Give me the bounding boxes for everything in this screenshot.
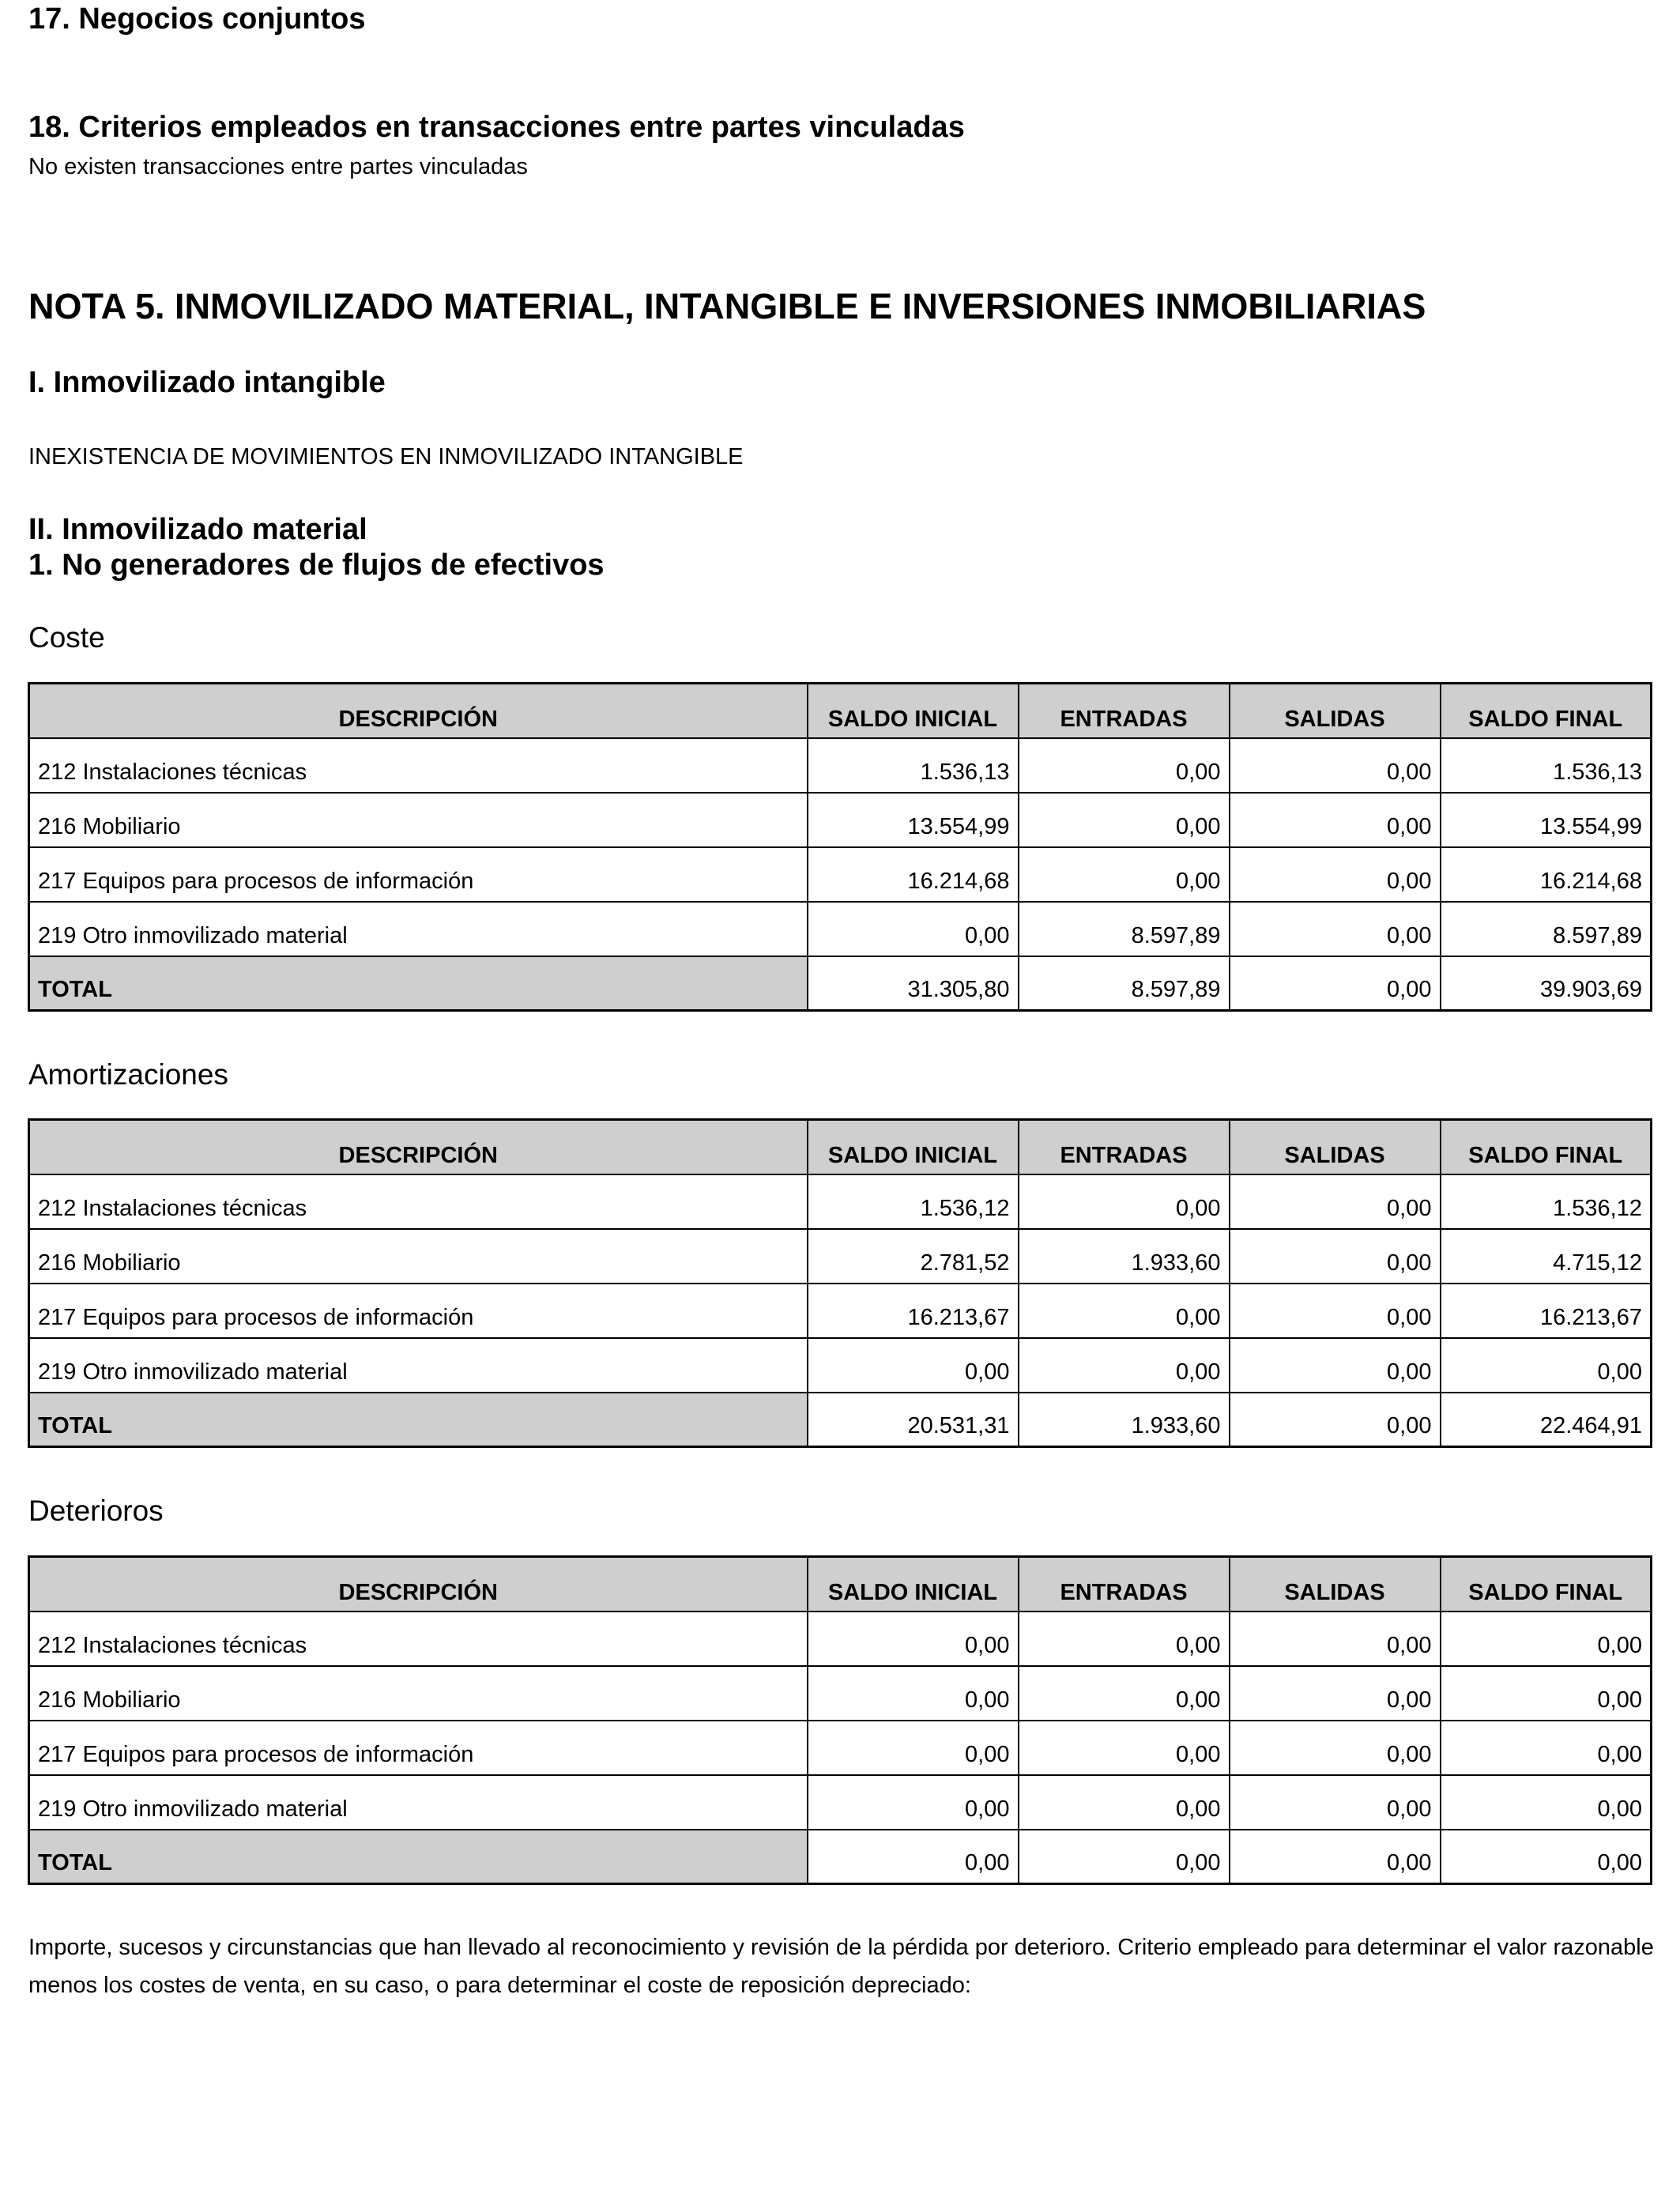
total-row: [29, 956, 1652, 1011]
total-saldo-inicial: 20.531,31: [808, 1393, 1019, 1447]
row-description: 212 Instalaciones técnicas: [29, 738, 808, 793]
intangible-title: I. Inmovilizado intangible: [28, 366, 386, 399]
saldo-final-value: 0,00: [1441, 1775, 1652, 1830]
row-description: 212 Instalaciones técnicas: [29, 1612, 808, 1666]
saldo-final-value: 4.715,12: [1441, 1229, 1652, 1284]
saldo-final-value: 0,00: [1441, 1666, 1652, 1721]
saldo-inicial-value: 0,00: [808, 1775, 1019, 1830]
salidas-value: 0,00: [1230, 1612, 1441, 1666]
row-description: 216 Mobiliario: [29, 1666, 808, 1721]
total-salidas: 0,00: [1230, 1393, 1441, 1447]
header-entradas: ENTRADAS: [1019, 1120, 1230, 1174]
section-18-text: No existen transacciones entre partes vinculadas: [28, 154, 528, 179]
salidas-value: 0,00: [1230, 847, 1441, 902]
table-row: [29, 793, 1652, 847]
total-entradas: 1.933,60: [1019, 1393, 1230, 1447]
saldo-final-value: 13.554,99: [1441, 793, 1652, 847]
header-saldo-final: SALDO FINAL: [1441, 1557, 1652, 1612]
table-row: [29, 1666, 1652, 1721]
header-saldo-inicial: SALDO INICIAL: [808, 1557, 1019, 1612]
material-title: II. Inmovilizado material: [28, 513, 367, 546]
total-entradas: 0,00: [1019, 1830, 1230, 1884]
saldo-final-value: 0,00: [1441, 1338, 1652, 1393]
header-saldo-inicial: SALDO INICIAL: [808, 1120, 1019, 1174]
table-header-row: [29, 684, 1652, 738]
entradas-value: 8.597,89: [1019, 902, 1230, 956]
salidas-value: 0,00: [1230, 1229, 1441, 1284]
row-description: 217 Equipos para procesos de información: [29, 847, 808, 902]
entradas-value: 0,00: [1019, 1174, 1230, 1229]
material-subtitle: 1. No generadores de flujos de efectivos: [28, 548, 605, 582]
saldo-inicial-value: 0,00: [808, 1666, 1019, 1721]
header-salidas: SALIDAS: [1230, 1120, 1441, 1174]
table-row: [29, 902, 1652, 956]
table-row: [29, 1284, 1652, 1338]
row-description: 216 Mobiliario: [29, 1229, 808, 1284]
salidas-value: 0,00: [1230, 1721, 1441, 1775]
saldo-inicial-value: 0,00: [808, 902, 1019, 956]
row-description: 219 Otro inmovilizado material: [29, 902, 808, 956]
salidas-value: 0,00: [1230, 793, 1441, 847]
total-saldo-final: 0,00: [1441, 1830, 1652, 1884]
saldo-final-value: 8.597,89: [1441, 902, 1652, 956]
section-17-title: 17. Negocios conjuntos: [28, 2, 366, 36]
entradas-value: 0,00: [1019, 1666, 1230, 1721]
intangible-text: INEXISTENCIA DE MOVIMIENTOS EN INMOVILIZADO INTANGIBLE: [28, 444, 744, 469]
total-row: [29, 1393, 1652, 1447]
total-salidas: 0,00: [1230, 956, 1441, 1011]
header-saldo-final: SALDO FINAL: [1441, 684, 1652, 738]
table-row: [29, 738, 1652, 793]
header-saldo-final: SALDO FINAL: [1441, 1120, 1652, 1174]
table-row: [29, 1721, 1652, 1775]
total-entradas: 8.597,89: [1019, 956, 1230, 1011]
saldo-inicial-value: 0,00: [808, 1721, 1019, 1775]
saldo-final-value: 16.214,68: [1441, 847, 1652, 902]
salidas-value: 0,00: [1230, 1338, 1441, 1393]
header-entradas: ENTRADAS: [1019, 1557, 1230, 1612]
table-caption-coste: Coste: [28, 621, 105, 654]
entradas-value: 0,00: [1019, 1775, 1230, 1830]
header-salidas: SALIDAS: [1230, 684, 1441, 738]
entradas-value: 0,00: [1019, 1721, 1230, 1775]
row-description: 212 Instalaciones técnicas: [29, 1174, 808, 1229]
entradas-value: 0,00: [1019, 793, 1230, 847]
table-row: [29, 1775, 1652, 1830]
saldo-inicial-value: 0,00: [808, 1612, 1019, 1666]
table-header-row: [29, 1557, 1652, 1612]
entradas-value: 0,00: [1019, 1338, 1230, 1393]
saldo-final-value: 1.536,12: [1441, 1174, 1652, 1229]
salidas-value: 0,00: [1230, 902, 1441, 956]
nota-title: NOTA 5. INMOVILIZADO MATERIAL, INTANGIBLE E INVERSIONES INMOBILIARIAS: [28, 286, 1426, 326]
total-saldo-final: 22.464,91: [1441, 1393, 1652, 1447]
header-descripcion: DESCRIPCIÓN: [29, 1557, 808, 1612]
total-label: TOTAL: [29, 1830, 808, 1884]
header-descripcion: DESCRIPCIÓN: [29, 1120, 808, 1174]
saldo-final-value: 0,00: [1441, 1721, 1652, 1775]
saldo-inicial-value: 1.536,12: [808, 1174, 1019, 1229]
saldo-inicial-value: 2.781,52: [808, 1229, 1019, 1284]
saldo-final-value: 16.213,67: [1441, 1284, 1652, 1338]
total-salidas: 0,00: [1230, 1830, 1441, 1884]
table-header-row: [29, 1120, 1652, 1174]
saldo-inicial-value: 0,00: [808, 1338, 1019, 1393]
total-row: [29, 1830, 1652, 1884]
saldo-inicial-value: 1.536,13: [808, 738, 1019, 793]
header-salidas: SALIDAS: [1230, 1557, 1441, 1612]
header-entradas: ENTRADAS: [1019, 684, 1230, 738]
total-saldo-inicial: 0,00: [808, 1830, 1019, 1884]
total-saldo-final: 39.903,69: [1441, 956, 1652, 1011]
saldo-inicial-value: 16.213,67: [808, 1284, 1019, 1338]
salidas-value: 0,00: [1230, 1284, 1441, 1338]
table-caption-deterioros: Deterioros: [28, 1495, 164, 1527]
row-description: 217 Equipos para procesos de información: [29, 1721, 808, 1775]
saldo-final-value: 1.536,13: [1441, 738, 1652, 793]
salidas-value: 0,00: [1230, 1775, 1441, 1830]
salidas-value: 0,00: [1230, 738, 1441, 793]
row-description: 219 Otro inmovilizado material: [29, 1775, 808, 1830]
salidas-value: 0,00: [1230, 1666, 1441, 1721]
saldo-inicial-value: 13.554,99: [808, 793, 1019, 847]
section-18-title: 18. Criterios empleados en transacciones entre partes vinculadas: [28, 111, 965, 144]
total-saldo-inicial: 31.305,80: [808, 956, 1019, 1011]
entradas-value: 0,00: [1019, 1284, 1230, 1338]
header-saldo-inicial: SALDO INICIAL: [808, 684, 1019, 738]
deterioros-table: [28, 1555, 1652, 1885]
table-caption-amortizaciones: Amortizaciones: [28, 1058, 228, 1091]
entradas-value: 0,00: [1019, 738, 1230, 793]
table-row: [29, 847, 1652, 902]
coste-table: [28, 682, 1652, 1012]
row-description: 217 Equipos para procesos de información: [29, 1284, 808, 1338]
table-row: [29, 1338, 1652, 1393]
table-row: [29, 1612, 1652, 1666]
salidas-value: 0,00: [1230, 1174, 1441, 1229]
table-row: [29, 1229, 1652, 1284]
saldo-final-value: 0,00: [1441, 1612, 1652, 1666]
entradas-value: 1.933,60: [1019, 1229, 1230, 1284]
saldo-inicial-value: 16.214,68: [808, 847, 1019, 902]
closing-paragraph: Importe, sucesos y circunstancias que han llevado al reconocimiento y revisión de la pérdida por deterioro. Criterio empleado para determinar el valor razonable menos los costes de venta, en su caso, o para determinar el coste de reposición depreciado:: [28, 1935, 1654, 1998]
total-label: TOTAL: [29, 1393, 808, 1447]
header-descripcion: DESCRIPCIÓN: [29, 684, 808, 738]
entradas-value: 0,00: [1019, 1612, 1230, 1666]
row-description: 216 Mobiliario: [29, 793, 808, 847]
table-row: [29, 1174, 1652, 1229]
amortizaciones-table: [28, 1118, 1652, 1448]
row-description: 219 Otro inmovilizado material: [29, 1338, 808, 1393]
total-label: TOTAL: [29, 956, 808, 1011]
entradas-value: 0,00: [1019, 847, 1230, 902]
